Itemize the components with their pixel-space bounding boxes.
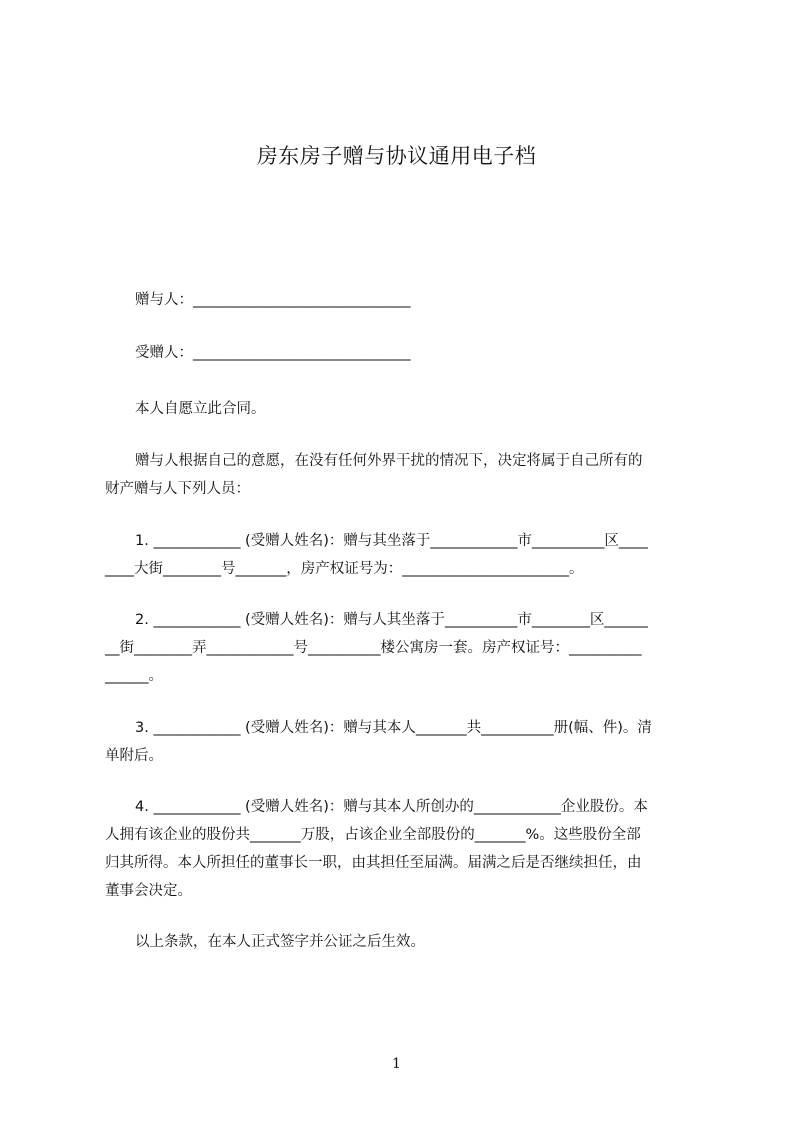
intro-line-2: 财产赠与人下列人员： xyxy=(105,481,250,497)
closing-line: 以上条款，在本人正式签字并公证之后生效。 xyxy=(135,934,425,950)
item4-line-3: 归其所得。本人所担任的董事长一职，由其担任至届满。届满之后是否继续担任，由 xyxy=(105,855,642,871)
item3-line-1: 3. ____________ (受赠人姓名)：赠与其本人_______共__________册(幅、件)。清 xyxy=(135,720,652,736)
intro-line-1: 赠与人根据自己的意愿，在没有任何外界干扰的情况下，决定将属于自己所有的 xyxy=(135,453,643,469)
item2-line-2: __街________弄____________号__________楼公寓房一套。房产权证号：__________ xyxy=(105,640,642,656)
item4-line-4: 董事会决定。 xyxy=(105,883,192,899)
item2-line-1: 2. ____________ (受赠人姓名)：赠与人其坐落于__________市________区______ xyxy=(135,612,648,628)
statement-line: 本人自愿立此合同。 xyxy=(135,401,266,417)
donor-line: 赠与人：______________________________ xyxy=(135,292,411,308)
item3-line-2: 单附后。 xyxy=(105,748,163,764)
item4-line-1: 4. ____________ (受赠人姓名)：赠与其本人所创办的____________企业股份。本 xyxy=(135,799,648,815)
item2-line-3: ______。 xyxy=(105,668,163,684)
page-number: 1 xyxy=(392,1056,401,1072)
donee-line: 受赠人：______________________________ xyxy=(135,345,411,361)
item1-line-1: 1. ____________ (受赠人姓名)：赠与其坐落于____________市__________区____ xyxy=(135,533,648,549)
document-title: 房东房子赠与协议通用电子档 xyxy=(256,144,537,168)
item4-line-2: 人拥有该企业的股份共_______万股，占该企业全部股份的_______%。这些股份全部 xyxy=(105,827,641,843)
item1-line-2: ____大街________号_______，房产权证号为：_______________________。 xyxy=(105,561,584,577)
